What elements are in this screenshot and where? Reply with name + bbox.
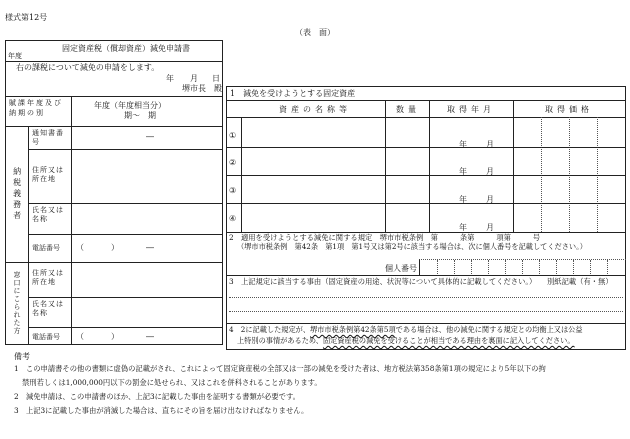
notes-title: 備考	[14, 352, 30, 361]
agent-address-label: 住所又は所在地	[32, 269, 64, 286]
phone-open: （	[76, 243, 84, 252]
row-1-number: ①	[229, 131, 237, 140]
taxpayer-label: 納税義務者	[12, 166, 22, 222]
notice-no-label: 通知書番号	[32, 129, 64, 146]
form-title: 固定資産税（償却資産）減免申請書	[62, 44, 190, 53]
left-panel	[5, 40, 223, 345]
date-day: 日	[212, 74, 220, 83]
year-label: 年度	[8, 52, 22, 60]
personal-no-boxes[interactable]	[419, 259, 626, 276]
notice-no-value: ―	[146, 132, 154, 141]
side-label: （表 面）	[295, 28, 335, 37]
row-2-month: 月	[486, 167, 494, 176]
col-qty-header: 数量	[396, 105, 420, 114]
agent-name-label: 氏名又は名称	[32, 300, 64, 317]
address-label: 住所又は所在地	[32, 166, 64, 183]
tax-period-value: 期～ 期	[124, 111, 156, 120]
date-month: 月	[190, 74, 198, 83]
phone-dash: ―	[146, 243, 154, 252]
row-2-number: ②	[229, 158, 237, 167]
row-4-number: ④	[229, 214, 237, 223]
date-year: 年	[166, 74, 174, 83]
agent-phone-dash: ―	[146, 332, 154, 341]
col-date-header: 取得年月	[447, 105, 495, 114]
row-4-month: 月	[486, 223, 494, 232]
tax-year-label: 賦課年度及び納期の別	[9, 99, 63, 117]
section4-line1-underlined: 堺市市税条例第42条第5項	[310, 325, 396, 334]
note-1-cont: 禁刑若しくは1,000,000円以下の罰金に処せられ、又はこれを併科されることがあります。	[22, 378, 322, 387]
section1-title: 1 減免を受けようとする固定資産	[230, 89, 356, 98]
col-cost-header: 取得価格	[545, 105, 593, 114]
agent-phone-close: ）	[111, 332, 119, 341]
col-asset-header: 資産の名称等	[279, 105, 351, 114]
row-3-number: ③	[229, 186, 237, 195]
agent-phone-open: （	[76, 332, 84, 341]
tax-year-value: 年度（年度相当分）	[94, 101, 166, 110]
section2-line2: （堺市市税条例 第42条 第1項 第1号又は第2号に該当する場合は、次に個人番号を記載してください。）	[237, 242, 587, 251]
personal-no-label: 個人番号	[385, 264, 417, 273]
request-text: 右の課税について減免の申請をします。	[16, 63, 160, 72]
section3-attachment: 別紙記載（有・無）	[547, 277, 613, 286]
section4-line1	[229, 326, 583, 334]
addressee: 堺市長 殿	[182, 84, 222, 93]
note-2: 2 減免申請は、この申請書のほか、上記3に記載した事由を証明する書類が必要です。	[14, 392, 300, 401]
row-3-month: 月	[486, 195, 494, 204]
section4-line1-b: である場合は、他の減免に関する規定との均衡上又は公益	[395, 325, 583, 334]
row-3-year: 年	[459, 195, 467, 204]
name-label: 氏名又は名称	[32, 206, 64, 223]
note-3: 3 上記3に記載した事由が消滅した場合は、直ちにその旨を届け出なければなりません。	[14, 406, 309, 415]
form-number: 様式第12号	[5, 13, 48, 22]
section3-text: 3 上記規定に該当する事由（固定資産の用途、状況等について具体的に記載してください。）	[229, 277, 537, 286]
row-4-year: 年	[459, 223, 467, 232]
section4-line2	[237, 337, 575, 345]
row-1-year: 年	[459, 140, 467, 149]
right-panel	[226, 86, 626, 350]
row-1-month: 月	[486, 140, 494, 149]
section4-line1-a: 4 2に記載した規定が、	[229, 325, 311, 334]
phone-label: 電話番号	[32, 244, 60, 252]
agent-label: 窓口にこられた方	[13, 271, 22, 335]
section4-line2-a: 上特別の事情があるため、	[237, 336, 323, 345]
row-2-year: 年	[459, 167, 467, 176]
note-1: 1 この申請書その他の書類に虚偽の記載がされ、これによって固定資産税の全部又は一部の減免を受けた者は、地方税法第358条第1項の規定により5年以下の拘	[14, 364, 546, 373]
section4-line2-underlined: 固定資産税の減免を受けることが相当である理由を裏面に記入してください。	[322, 336, 575, 345]
section2-line1: 2 適用を受けようとする減免に関する規定 堺市市税条例 第 条第 項第 号	[229, 233, 541, 242]
agent-phone-label: 電話番号	[32, 333, 60, 341]
phone-close: ）	[111, 243, 119, 252]
